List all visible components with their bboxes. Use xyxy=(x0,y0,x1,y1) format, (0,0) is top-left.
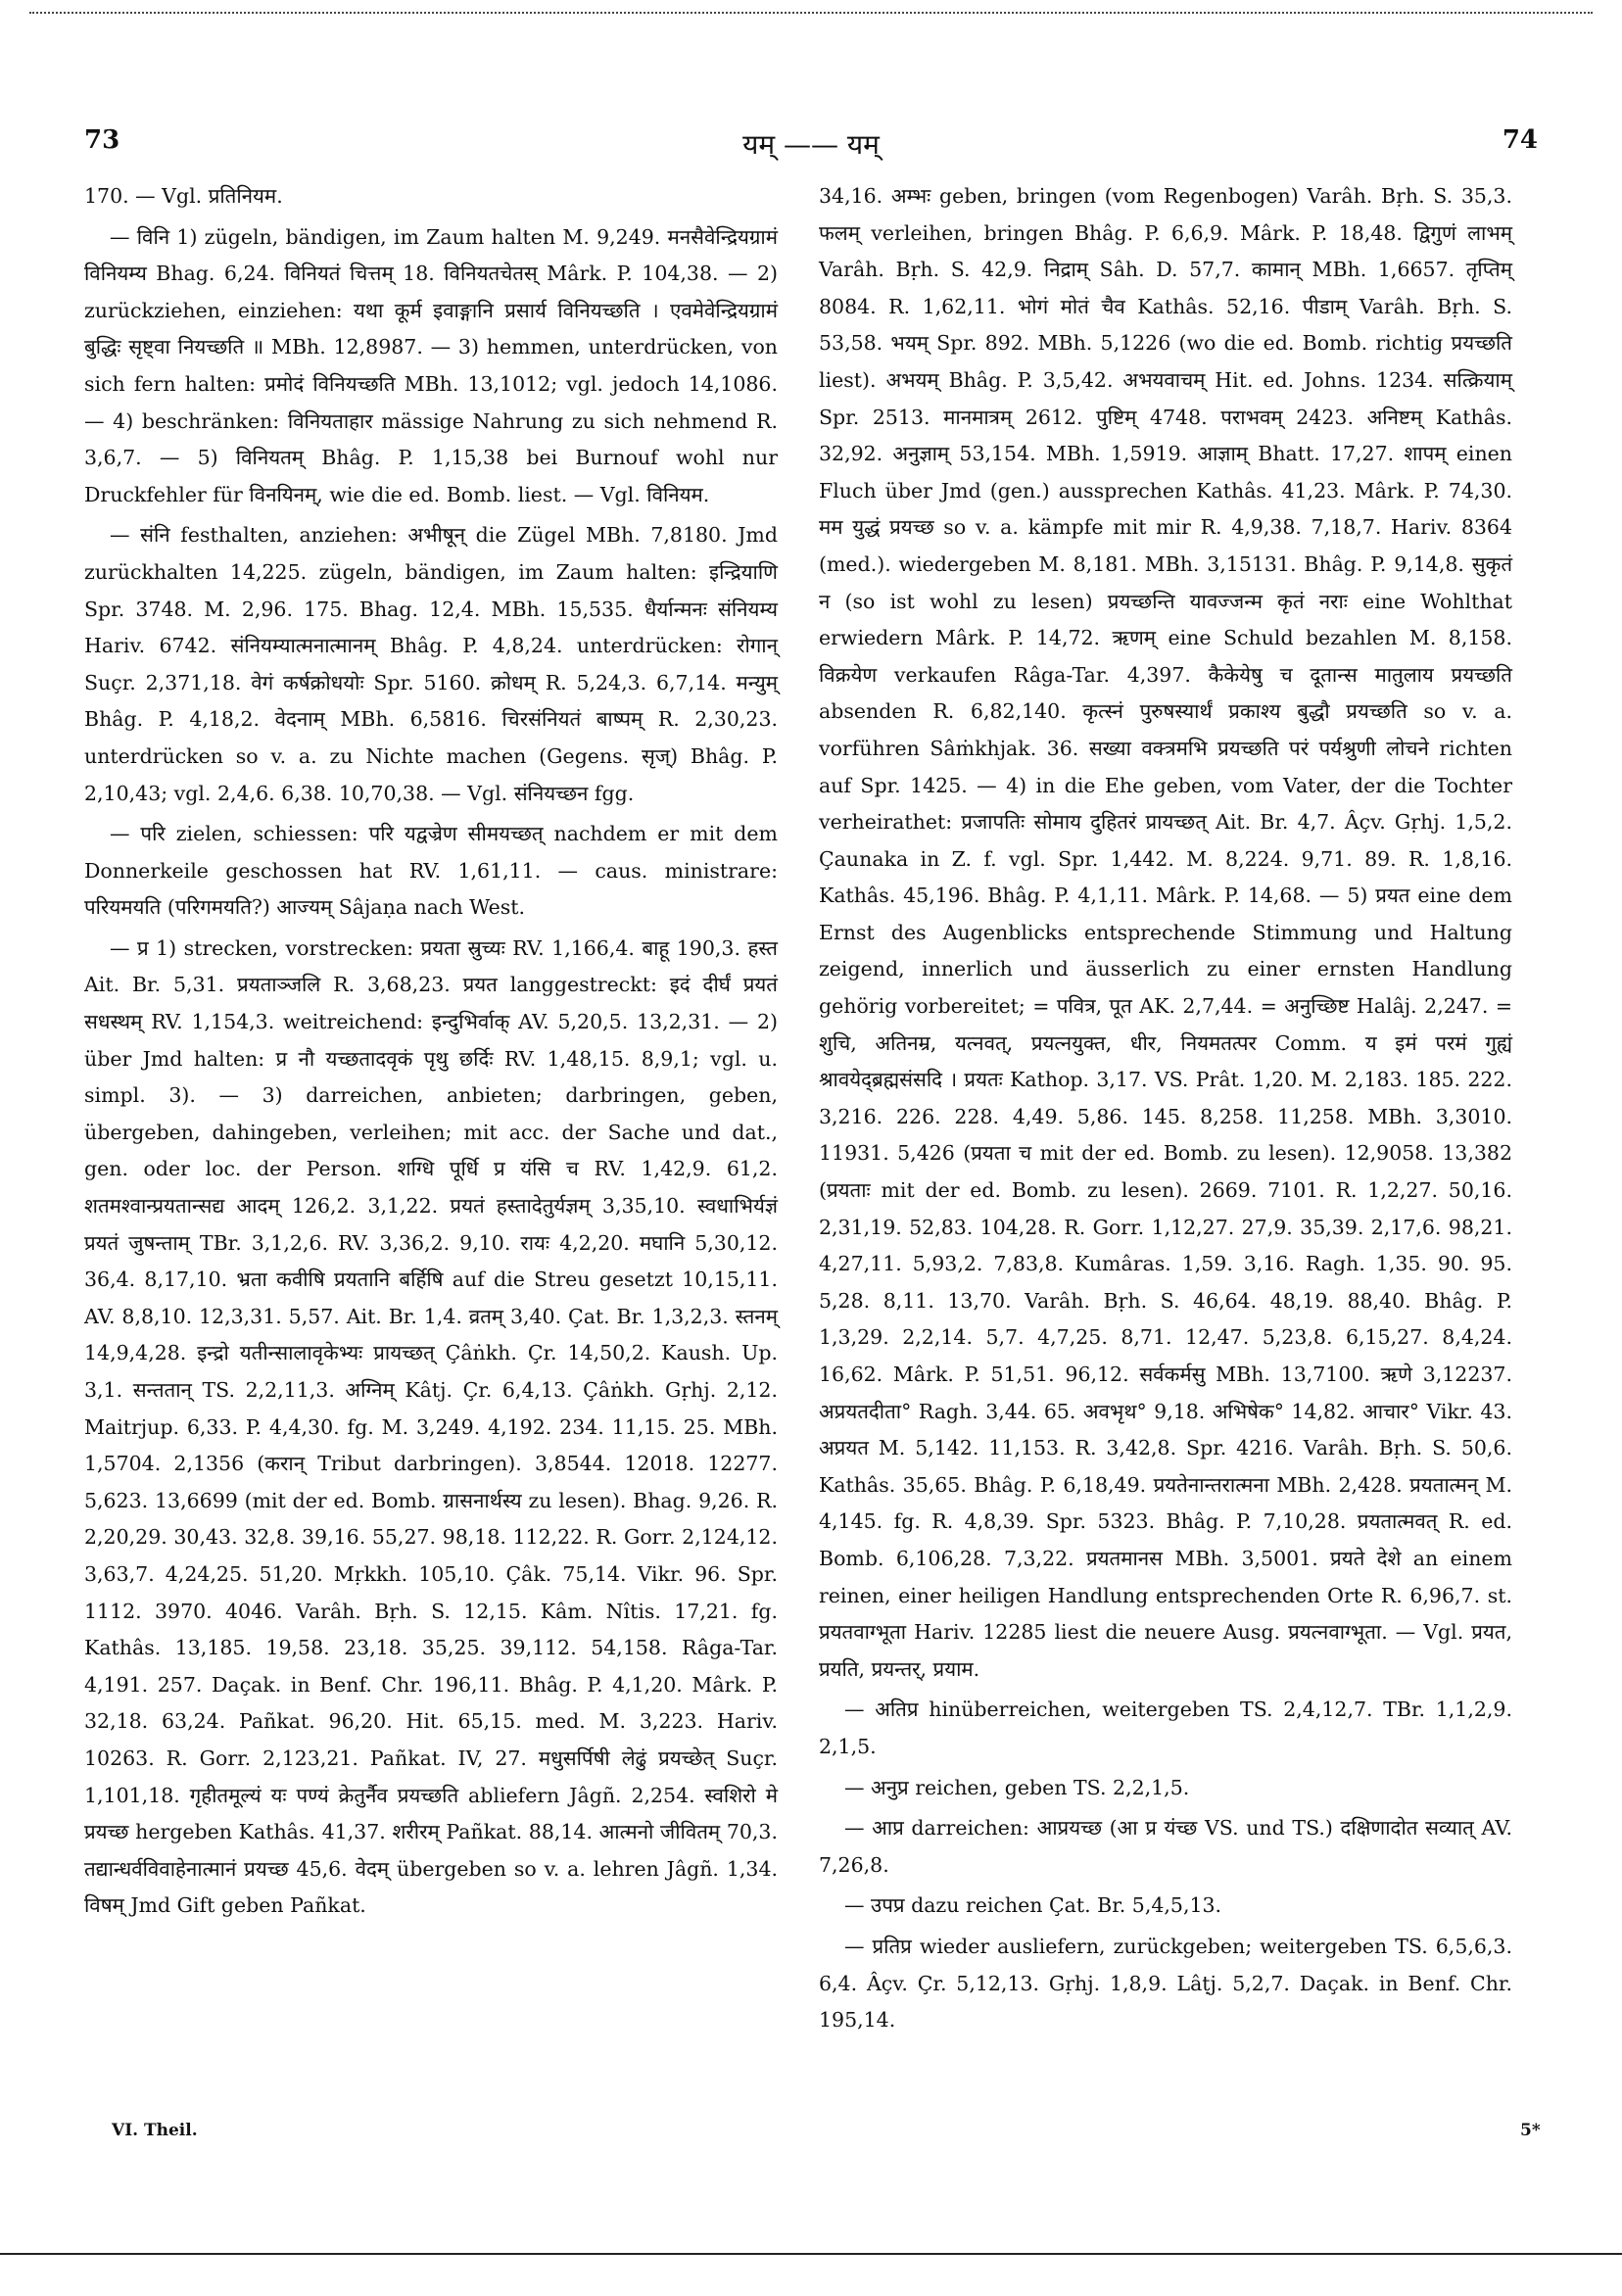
sheet-label: VI. Theil. xyxy=(112,2121,198,2140)
entry-paragraph: — अतिप्र hinüberreichen, weitergeben TS. 2,4,12,7. TBr. 1,1,2,9. 2,1,5. xyxy=(819,1698,1512,1758)
entry-paragraph: — प्रतिप्र wieder ausliefern, zurückgeben; weitergeben TS. 6,5,6,3. 6,4. Âçv. Çr. 5,12,13. Gṛhj. 1,8,9. Lâṭj. 5,2,7. Daçak. in Benf. Chr. 195,14. xyxy=(819,1934,1512,2033)
entry-paragraph: — अनुप्र reichen, geben TS. 2,2,1,5. xyxy=(844,1775,1190,1799)
entry-paragraph: — उपप्र dazu reichen Çat. Br. 5,4,5,13. xyxy=(844,1893,1222,1918)
entry-paragraph: 170. — Vgl. प्रतिनियम. xyxy=(84,184,283,208)
left-column xyxy=(84,178,778,1929)
entry-paragraph: — परि zielen, schiessen: परि यद्वज्रेण सीमयच्छत् nachdem er mit dem Donnerkeile geschossen hat RV. 1,61,11. — caus. ministrare: परियमयति (परिगमयति?) आज्यम् Sâjaṇa nach West. xyxy=(84,822,778,920)
top-rule xyxy=(29,12,1593,14)
signature-mark: 5* xyxy=(1520,2121,1541,2140)
page-number-right: 74 xyxy=(1502,125,1538,155)
entry-paragraph: — प्र 1) strecken, vorstrecken: प्रयता स्रुच्यः RV. 1,166,4. बाहू 190,3. हस्त Ait. Br. 5,31. प्रयताञ्जलि R. 3,68,23. प्रयत langgestreckt: इदं दीर्घं प्रयतं सधस्थम् RV. 1,154,3. weitreichend: इन्दुभिर्वाक् AV. 5,20,5. 13,2,31. — 2) über Jmd halten: प्र नौ यच्छतादवृकं पृथु छर्दिः RV. 1,48,15. 8,9,1; vgl. u. simpl. 3). — 3) darreichen, anbieten; darbringen, geben, übergeben, dahingeben, verleihen; mit acc. der Sache und dat., gen. oder loc. der Person. शग्धि पूर्धि प्र यंसि च RV. 1,42,9. 61,2. शतमश्वान्प्रयतान्सद्य आदम् 126,2. 3,1,22. प्रयतं हस्तादेतुर्यज्ञम् 3,35,10. स्वधाभिर्यज्ञं प्रयतं जुषन्ताम् TBr. 3,1,2,6. RV. 3,36,2. 9,10. रायः 4,2,20. मघानि 5,30,12. 36,4. 8,17,10. भ्रता कवीषि प्रयतानि बर्हिषि auf die Streu gesetzt 10,15,11. AV. 8,8,10. 12,3,31. 5,57. Ait. Br. 1,4. व्रतम् 3,40. Çat. Br. 1,3,2,3. स्तनम् 14,9,4,28. इन्द्रो यतीन्सालावृकेभ्यः प्रायच्छत् Çâṅkh. Çr. 14,50,2. Kaush. Up. 3,1. सन्ततान् TS. 2,2,11,3. अग्निम् Kâtj. Çr. 6,4,13. Çâṅkh. Gṛhj. 2,12. Maitrjup. 6,33. P. 4,4,30. fg. M. 3,249. 4,192. 234. 11,15. 25. MBh. 1,5704. 2,1356 (करान् Tribut darbringen). 3,8544. 12018. 12277. 5,623. 13,6699 (mit der ed. Bomb. ग्रासनार्थस्य zu lesen). Bhag. 9,26. R. 2,20,29. 30,43. 32,8. 39,16. 55,27. 98,18. 112,22. R. Gorr. 2,124,12. 3,63,7. 4,24,25. 51,20. Mṛkkh. 105,10. Çâk. 75,14. Vikr. 96. Spr. 1112. 3970. 4046. Varâh. Bṛh. S. 12,15. Kâm. Nîtis. 17,21. fg. Kathâs. 13,185. 19,58. 23,18. 35,25. 39,112. 54,158. Râga-Tar. 4,191. 257. Daçak. in Benf. Chr. 196,11. Bhâg. P. 4,1,20. Mârk. P. 32,18. 63,24. Pañkat. 96,20. Hit. 65,15. med. M. 3,223. Hariv. 10263. R. Gorr. 2,123,21. Pañkat. IV, 27. मधुसर्पिषी लेढुं प्रयच्छेत् Suçr. 1,101,18. गृहीतमूल्यं यः पण्यं क्रेतुर्नैव प्रयच्छति abliefern Jâgñ. 2,254. स्वशिरो मे प्रयच्छ hergeben Kathâs. 41,37. शरीरम् Pañkat. 88,14. आत्मनो जीवितम् 70,3. तद्यान्धर्वविवाहेनात्मानं प्रयच्छ 45,6. वेदम् übergeben so v. a. lehren Jâgñ. 1,34. विषम् Jmd Gift geben Pañkat. xyxy=(84,935,778,1918)
entry-paragraph: — संनि festhalten, anziehen: अभीषून् die Zügel MBh. 7,8180. Jmd zurückhalten 14,225. zügeln, bändigen, im Zaum halten: इन्द्रियाणि Spr. 3748. M. 2,96. 175. Bhag. 12,4. MBh. 15,535. धैर्यान्मनः संनियम्य Hariv. 6742. संनियम्यात्मनात्मानम् Bhâg. P. 4,8,24. unterdrücken: रोगान् Suçr. 2,371,18. वेगं कर्षक्रोधयोः Spr. 5160. क्रोधम् R. 5,24,3. 6,7,14. मन्युम् Bhâg. P. 4,18,2. वेदनाम् MBh. 6,5816. चिरसंनियतं बाष्पम् R. 2,30,23. unterdrücken so v. a. zu Nichte machen (Gegens. सृज्) Bhâg. P. 2,10,43; vgl. 2,4,6. 6,38. 10,70,38. — Vgl. संनियच्छन fgg. xyxy=(84,523,778,805)
entry-paragraph: 34,16. अम्भः geben, bringen (vom Regenbogen) Varâh. Bṛh. S. 35,3. फलम् verleihen, bringen Bhâg. P. 6,6,9. Mârk. P. 18,48. द्विगुणं लाभम् Varâh. Bṛh. S. 42,9. निद्राम् Sâh. D. 57,7. कामान् MBh. 1,6657. तृप्तिम् 8084. R. 1,62,11. भोगं मोतं चैव Kathâs. 52,16. पीडाम् Varâh. Bṛh. S. 53,58. भयम् Spr. 892. MBh. 5,1226 (wo die ed. Bomb. richtig प्रयच्छति liest). अभयम् Bhâg. P. 3,5,42. अभयवाचम् Hit. ed. Johns. 1234. सत्क्रियाम् Spr. 2513. मानमात्रम् 2612. पुष्टिम् 4748. पराभवम् 2423. अनिष्टम् Kathâs. 32,92. अनुज्ञाम् 53,154. MBh. 1,5919. आज्ञाम् Bhatt. 17,27. शापम् einen Fluch über Jmd (gen.) aussprechen Kathâs. 41,23. Mârk. P. 74,30. मम युद्धं प्रयच्छ so v. a. kämpfe mit mir R. 4,9,38. 7,18,7. Hariv. 8364 (med.). wiedergeben M. 8,181. MBh. 3,15131. Bhâg. P. 9,14,8. सुकृतं न (so ist wohl zu lesen) प्रयच्छन्ति यावज्जन्म कृतं नराः eine Wohlthat erwiedern Mârk. P. 14,72. ऋणम् eine Schuld bezahlen M. 8,158. विक्रयेण verkaufen Râga-Tar. 4,397. कैकेयेषु च दूतान्स मातुलाय प्रयच्छति absenden R. 6,82,140. कृत्स्नं पुरुषस्यार्थं प्रकाश्य बुद्धौ प्रयच्छति so v. a. vorführen Sâṁkhjak. 36. सख्या वक्त्रमभि प्रयच्छति परं पर्यश्रुणी लोचने richten auf Spr. 1425. — 4) in die Ehe geben, vom Vater, der die Tochter verheirathet: प्रजापतिः सोमाय दुहितरं प्रायच्छत् Ait. Br. 4,7. Âçv. Gṛhj. 1,5,2. Çaunaka in Z. f. vgl. Spr. 1,442. M. 8,224. 9,71. 89. R. 1,8,16. Kathâs. 45,196. Bhâg. P. 4,1,11. Mârk. P. 14,68. — 5) प्रयत eine dem Ernst des Augenblicks entsprechende Stimmung und Haltung zeigend, innerlich und äusserlich zu einer ernsten Handlung gehörig vorbereitet; = पवित्र, पूत AK. 2,7,44. = अनुच्छिष्ट Halâj. 2,247. = शुचि, अतिनम्र, यत्नवत्, प्रयत्नयुक्त, धीर, नियमतत्पर Comm. य इमं परमं गुह्यं श्रावयेद्ब्रह्मसंसदि । प्रयतः Kathop. 3,17. VS. Prât. 1,20. M. 2,183. 185. 222. 3,216. 226. 228. 4,49. 5,86. 145. 8,258. 11,258. MBh. 3,3010. 11931. 5,426 (प्रयता च mit der ed. Bomb. zu lesen). 12,9058. 13,382 (प्रयताः mit der ed. Bomb. zu lesen). 2669. 7101. R. 1,2,27. 50,16. 2,31,19. 52,83. 104,28. R. Gorr. 1,12,27. 27,9. 35,39. 2,17,6. 98,21. 4,27,11. 5,93,2. 7,83,8. Kumâras. 1,59. 3,16. Ragh. 1,35. 90. 95. 5,28. 8,11. 13,70. Varâh. Bṛh. S. 46,64. 48,19. 88,40. Bhâg. P. 1,3,29. 2,2,14. 5,7. 4,7,25. 8,71. 12,47. 5,23,8. 6,15,27. 8,4,24. 16,62. Mârk. P. 51,51. 96,12. सर्वकर्मसु MBh. 13,7100. ऋणे 3,12237. अप्रयतदीता° Ragh. 3,44. 65. अवभृथ° 9,18. अभिषेक° 14,82. आचार° Vikr. 43. अप्रयत M. 5,142. 11,153. R. 3,42,8. Spr. 4216. Varâh. Bṛh. S. 50,6. Kathâs. 35,65. Bhâg. P. 6,18,49. प्रयतेनान्तरात्मना MBh. 2,428. प्रयतात्मन् M. 4,145. fg. R. 4,8,39. Spr. 5323. Bhâg. P. 7,10,28. प्रयतात्मवत् R. ed. Bomb. 6,106,28. 7,3,22. प्रयतमानस MBh. 3,5001. प्रयते देशे an einem reinen, einer heiligen Handlung entsprechenden Orte R. 6,96,7. st. प्रयतवाग्भूता Hariv. 12285 liest die neuere Ausg. प्रयत्नवाग्भूता. — Vgl. प्रयत, प्रयति, प्रयन्तर्, प्रयाम. xyxy=(819,184,1512,1681)
bottom-rule xyxy=(0,2253,1622,2255)
page-number-left: 73 xyxy=(84,125,120,155)
entry-paragraph: — विनि 1) zügeln, bändigen, im Zaum halten M. 9,249. मनसैवेन्द्रियग्रामं विनियम्य Bhag. 6,24. विनियतं चित्तम् 18. विनियतचेतस् Mârk. P. 104,38. — 2) zurückziehen, einziehen: यथा कूर्म इवाङ्गानि प्रसार्य विनियच्छति । एवमेवेन्द्रियग्रामं बुद्धिः सृष्ट्वा नियच्छति ॥ MBh. 12,8987. — 3) hemmen, unterdrücken, von sich fern halten: प्रमोदं विनियच्छति MBh. 13,1012; vgl. jedoch 14,1086. — 4) beschränken: विनियताहार mässige Nahrung zu sich nehmend R. 3,6,7. — 5) विनियतम् Bhâg. P. 1,15,38 bei Burnouf wohl nur Druckfehler für विनयिनम्, wie die ed. Bomb. liest. — Vgl. विनियम. xyxy=(84,224,778,506)
right-column xyxy=(819,178,1512,2043)
running-title: यम् —— यम् xyxy=(742,128,880,161)
entry-paragraph: — आप्र darreichen: आप्रयच्छ (आ प्र यंच्छ VS. und TS.) दक्षिणादोत सव्यात् AV. 7,26,8. xyxy=(819,1816,1512,1877)
